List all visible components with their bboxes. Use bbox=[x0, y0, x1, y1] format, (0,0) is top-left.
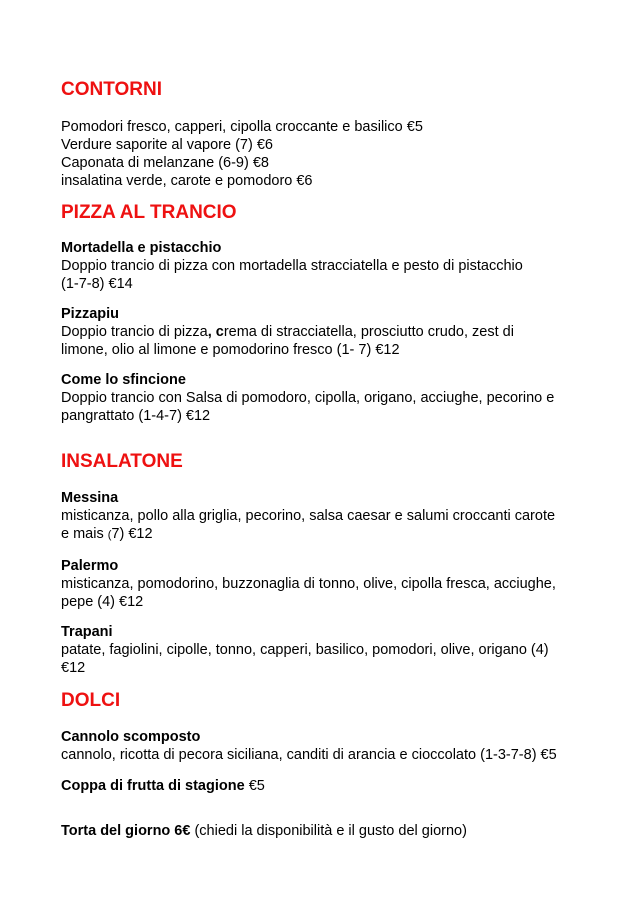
item-name: Torta del giorno 6€ bbox=[61, 823, 191, 839]
item-note: (chiedi la disponibilità e il gusto del giorno) bbox=[190, 823, 467, 839]
item-description: Doppio trancio di pizza con mortadella stracciatella e pesto di pistacchio bbox=[61, 258, 523, 274]
item-description: pangrattato (1-4-7) €12 bbox=[61, 408, 211, 424]
item-description: e mais (7) €12 bbox=[61, 526, 153, 542]
item-description: limone, olio al limone e pomodorino fresco (1- 7) €12 bbox=[61, 342, 400, 358]
item-name: Cannolo scomposto bbox=[61, 729, 201, 745]
menu-item-torta-del-giorno bbox=[61, 822, 581, 840]
item-description: misticanza, pollo alla griglia, pecorino, salsa caesar e salumi croccanti carote bbox=[61, 508, 556, 524]
menu-item-cannolo-scomposto bbox=[61, 728, 581, 764]
menu-item-pizzapiu bbox=[61, 305, 581, 359]
item-description: pepe (4) €12 bbox=[61, 594, 144, 610]
menu-item-come-lo-sfincione bbox=[61, 371, 581, 425]
section-title-dolci: DOLCI bbox=[61, 690, 121, 711]
list-item: insalatina verde, carote e pomodoro €6 bbox=[61, 173, 313, 189]
item-name: Pizzapiu bbox=[61, 306, 120, 322]
menu-item-mortadella bbox=[61, 239, 581, 293]
item-description: €12 bbox=[61, 660, 86, 676]
section-title-pizza-al-trancio: PIZZA AL TRANCIO bbox=[61, 202, 237, 223]
item-name: Trapani bbox=[61, 624, 113, 640]
item-description: misticanza, pomodorino, buzzonaglia di tonno, olive, cipolla fresca, acciughe, bbox=[61, 576, 556, 592]
menu-item-palermo bbox=[61, 557, 581, 611]
item-description: cannolo, ricotta di pecora siciliana, canditi di arancia e cioccolato (1-3-7-8) €5 bbox=[61, 747, 557, 763]
menu-item-coppa-di-frutta bbox=[61, 777, 581, 795]
item-description: Doppio trancio di pizza, crema di stracciatella, prosciutto crudo, zest di bbox=[61, 324, 514, 340]
item-name: Palermo bbox=[61, 558, 119, 574]
section-title-contorni: CONTORNI bbox=[61, 79, 162, 100]
item-name: Mortadella e pistacchio bbox=[61, 240, 222, 256]
item-name: Come lo sfincione bbox=[61, 372, 186, 388]
item-description: (1-7-8) €14 bbox=[61, 276, 133, 292]
section-title-insalatone: INSALATONE bbox=[61, 451, 183, 472]
list-item: Caponata di melanzane (6-9) €8 bbox=[61, 155, 269, 171]
contorni-list bbox=[61, 118, 581, 190]
menu-item-trapani bbox=[61, 623, 581, 677]
list-item: Verdure saporite al vapore (7) €6 bbox=[61, 137, 273, 153]
item-description: Doppio trancio con Salsa di pomodoro, cipolla, origano, acciughe, pecorino e bbox=[61, 390, 555, 406]
menu-item-messina bbox=[61, 489, 581, 544]
item-price: €5 bbox=[244, 778, 265, 794]
item-name: Coppa di frutta di stagione bbox=[61, 778, 245, 794]
list-item: Pomodori fresco, capperi, cipolla croccante e basilico €5 bbox=[61, 119, 423, 135]
item-name: Messina bbox=[61, 490, 119, 506]
item-description: patate, fagiolini, cipolle, tonno, capperi, basilico, pomodori, olive, origano (4) bbox=[61, 642, 549, 658]
